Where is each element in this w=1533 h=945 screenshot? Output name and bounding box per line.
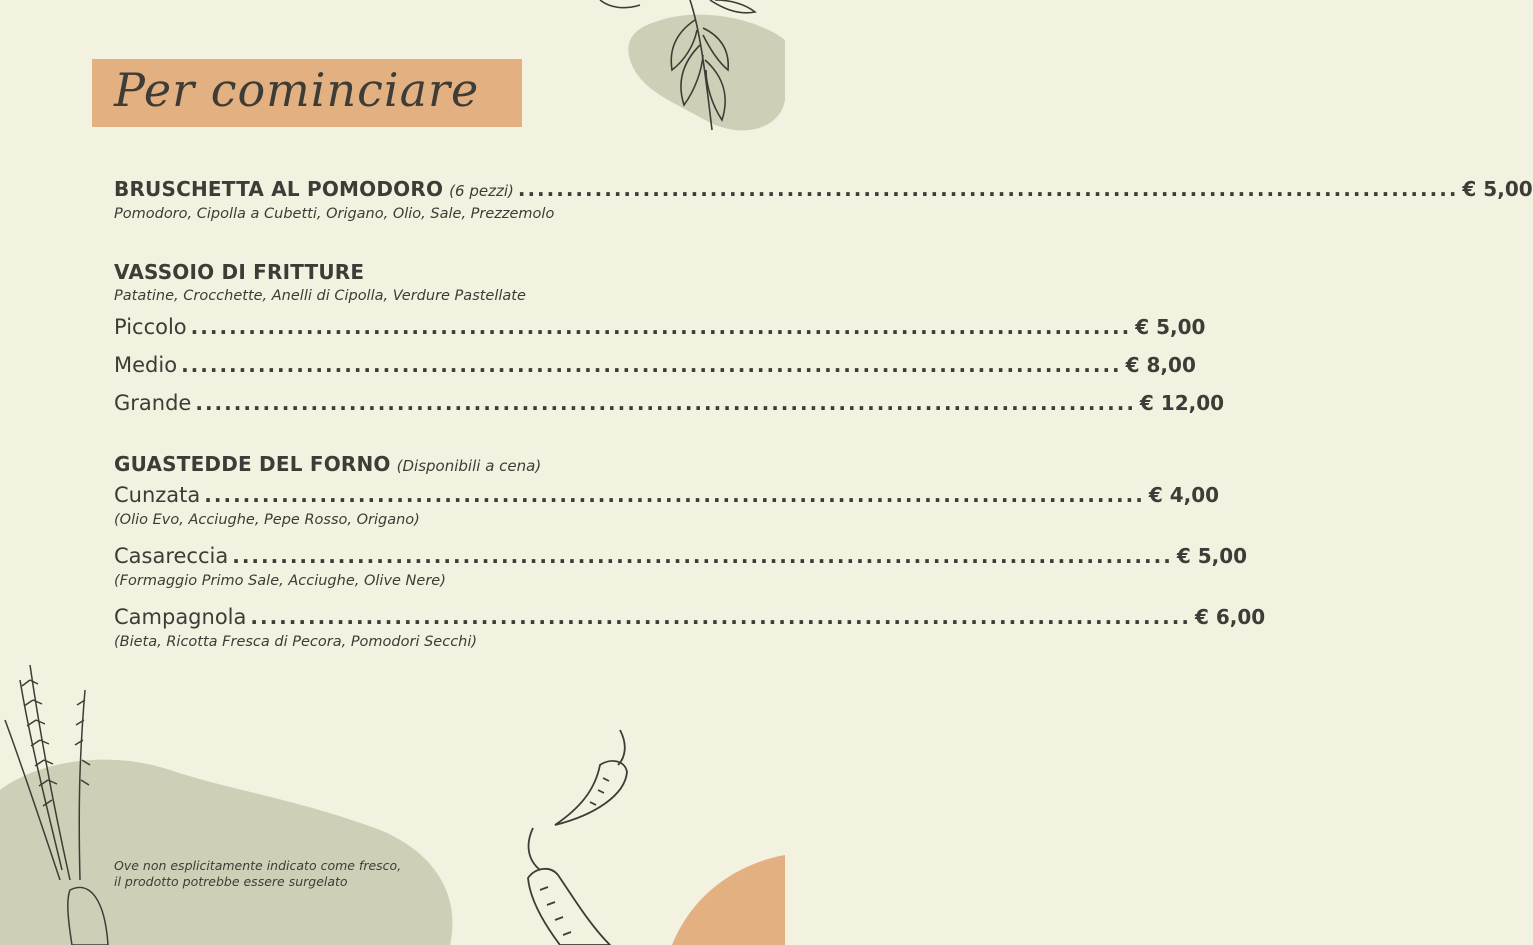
chili-pepper-icon-large: [528, 828, 610, 945]
orange-blob-bottom-right: [672, 855, 785, 945]
frozen-product-note: [114, 858, 434, 890]
guastedde-note: (Disponibili a cena): [396, 457, 542, 475]
title-banner: [92, 59, 522, 127]
guastedda-row: [114, 544, 1248, 568]
guastedda-ingredients: (Formaggio Primo Sale, Acciughe, Olive Nere): [114, 573, 446, 589]
guastedde-heading-row: [114, 452, 693, 476]
guastedda-label: Cunzata: [114, 483, 201, 507]
bruschetta-row: [114, 177, 1533, 201]
chili-pepper-icon: [555, 730, 627, 825]
fritture-size-row: [114, 315, 1206, 339]
size-price: € 12,00: [1139, 391, 1225, 415]
size-label: Piccolo: [114, 315, 187, 339]
guastedda-ingredients: (Olio Evo, Acciughe, Pepe Rosso, Origano): [114, 512, 420, 528]
fritture-description: Patatine, Crocchette, Anelli di Cipolla, Verdure Pastellate: [114, 288, 526, 304]
bruschetta-description: Pomodoro, Cipolla a Cubetti, Origano, Olio, Sale, Prezzemolo: [114, 206, 555, 222]
dot-leader: ..................................................................................................: [517, 177, 1459, 201]
bruschetta-name: BRUSCHETTA AL POMODORO: [114, 177, 444, 201]
size-label: Medio: [114, 353, 178, 377]
dot-leader: ..................................................................................................: [232, 544, 1173, 568]
guastedda-label: Casareccia: [114, 544, 229, 568]
fritture-name: VASSOIO DI FRITTURE: [114, 260, 365, 284]
guastedda-ingredients: (Bieta, Ricotta Fresca di Pecora, Pomodori Secchi): [114, 634, 478, 650]
size-price: € 5,00: [1135, 315, 1206, 339]
guastedda-price: € 6,00: [1194, 605, 1266, 629]
footer-line: il prodotto potrebbe essere surgelato: [114, 874, 348, 889]
guastedda-row: [114, 605, 1266, 629]
fritture-size-row: [114, 391, 1225, 415]
bruschetta-quantity: (6 pezzi): [449, 182, 514, 200]
size-price: € 8,00: [1125, 353, 1196, 377]
fritture-heading-row: [114, 260, 693, 284]
dot-leader: ..................................................................................................: [204, 483, 1145, 507]
guastedda-price: € 5,00: [1176, 544, 1248, 568]
guastedde-name: GUASTEDDE DEL FORNO: [114, 452, 391, 476]
bruschetta-price: € 5,00: [1462, 177, 1533, 201]
footer-line: Ove non esplicitamente indicato come fresco,: [114, 858, 402, 873]
fritture-size-row: [114, 353, 1196, 377]
dot-leader: ..................................................................................................: [250, 605, 1191, 629]
dot-leader: ..................................................................................................: [181, 353, 1122, 377]
size-label: Grande: [114, 391, 192, 415]
guastedda-row: [114, 483, 1220, 507]
guastedda-price: € 4,00: [1148, 483, 1220, 507]
guastedda-label: Campagnola: [114, 605, 247, 629]
dot-leader: ..................................................................................................: [190, 315, 1132, 339]
dot-leader: ..................................................................................................: [195, 391, 1136, 415]
page-title: Per cominciare: [114, 63, 480, 117]
